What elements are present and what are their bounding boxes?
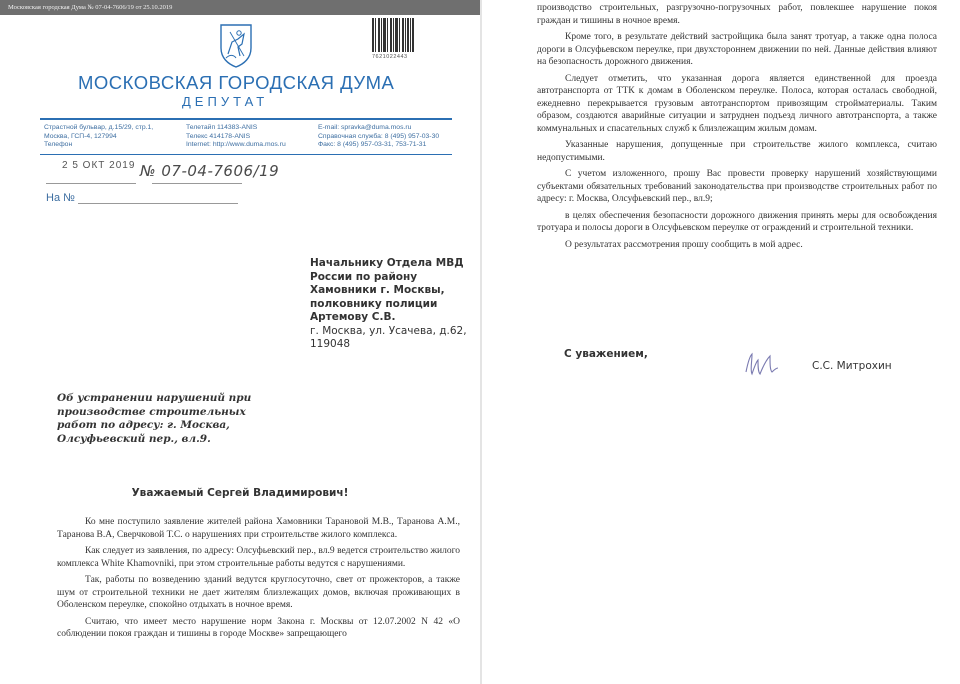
barcode-icon	[372, 18, 414, 54]
body-paragraph: Указанные нарушения, допущенные при строительстве жилого комплекса, считаю недопустимыми.	[537, 140, 937, 163]
closing-phrase: С уважением,	[564, 348, 648, 360]
handwritten-signature	[740, 350, 786, 380]
body-paragraph: Кроме того, в результате действий застройщика была занят тротуар, а также одна полоса дороги в Олсуфьевском переулке, при двухстороннем движении по ней. Данные действия влияют на безопасность дорожного движения.	[537, 32, 937, 67]
contacts-divider	[40, 154, 452, 155]
reference-label: На №	[46, 192, 75, 204]
number-line	[152, 183, 242, 184]
moscow-coat-of-arms-icon	[218, 22, 254, 68]
body-paragraph: Считаю, что имеет место нарушение норм Закона г. Москвы от 12.07.2002 N 42 «О соблюдении покоя граждан и тишины в городе Москве» запрещающего	[57, 616, 460, 639]
letter-body-page-2	[537, 2, 937, 255]
barcode-number: 7621022443	[372, 54, 408, 60]
letterhead-subtitle: ДЕПУТАТ	[182, 94, 269, 109]
contacts-email-phone: E-mail: spravka@duma.mos.ru Справочная служба: 8 (495) 957-03-30 Факс: 8 (495) 957-03-31, 753-71-31	[318, 124, 440, 149]
letter-page-2	[482, 0, 960, 684]
body-paragraph: С учетом изложенного, прошу Вас провести проверку нарушений хозяйствующими субъектами обязательных требований законодательства при производстве строительных работ по адресу: г. Москва, Олсуфьевский пер., вл.9;	[537, 169, 937, 204]
registration-header-bar: Московская городская Дума № 07-04-7606/19 от 25.10.2019	[0, 0, 480, 15]
letterhead-title: МОСКОВСКАЯ ГОРОДСКАЯ ДУМА	[78, 72, 395, 93]
addressee-block: Начальнику Отдела МВД России по району Хамовники г. Москвы, полковнику полиции Артемову С.В. г. Москва, ул. Усачева, д.62, 119048	[310, 257, 467, 350]
contacts-telex: Телетайп 114383-ANIS Телекс 414178-ANIS Internet: http://www.duma.mos.ru	[186, 124, 286, 149]
date-stamp: 2 5 ОКТ 2019	[62, 160, 136, 171]
signer-name: С.С. Митрохин	[812, 360, 892, 372]
handwritten-number: № 07-04-7606/19	[140, 162, 280, 180]
letter-body-page-1	[57, 516, 460, 645]
body-paragraph: Как следует из заявления, по адресу: Олсуфьевский пер., вл.9 ведется строительство жилого комплекса White Khamovniki, при этом строительные работы ведутся с нарушениями.	[57, 546, 460, 569]
body-paragraph: Ко мне поступило заявление жителей района Хамовники Тарановой М.В., Таранова А.М., Таранова В.А, Сверчковой Т.С. о нарушениях при строительстве жилого комплекса.	[57, 517, 460, 540]
letterhead-divider	[40, 118, 452, 120]
date-line	[46, 183, 136, 184]
body-paragraph: О результатах рассмотрения прошу сообщить в мой адрес.	[565, 239, 803, 250]
body-paragraph: Так, работы по возведению зданий ведутся круглосуточно, свет от прожекторов, а также шум от строительной техники не дает жителям близлежащих домов, включая проживающих в Оболенском переулке, спокойно отдыхать в ночное время.	[57, 575, 460, 610]
body-paragraph: производство строительных, разгрузочно-погрузочных работ, повлекшее нарушение покоя граждан и тишины в ночное время.	[537, 3, 937, 26]
body-paragraph: Следует отметить, что указанная дорога является единственной для проезда автотранспорта от ТТК к домам в Оболенском переулке. Полоса, которая осталась свободной, ежедневно перекрывается грузовым автотранспортом привозящим стройматериалы. Таким образом, создаются аварийные ситуации и затруднен подъезд личного автотранспорта, а также коммунальных и спасательных служб к близлежащим жилым домам.	[537, 73, 937, 134]
reference-line	[78, 203, 238, 204]
body-paragraph: в целях обеспечения безопасности дорожного движения принять меры для освобождения тротуара и полосы дороги в Олсуфьевском переулке от ограждений и строительной техники.	[537, 210, 937, 233]
contacts-address: Страстной бульвар, д.15/29, стр.1, Москва, ГСП-4, 127994 Телефон	[44, 124, 154, 149]
letter-subject: Об устранении нарушений при производстве строительных работ по адресу: г. Москва, Олсуфьевский пер., вл.9.	[57, 392, 252, 445]
letter-greeting: Уважаемый Сергей Владимирович!	[131, 487, 349, 499]
